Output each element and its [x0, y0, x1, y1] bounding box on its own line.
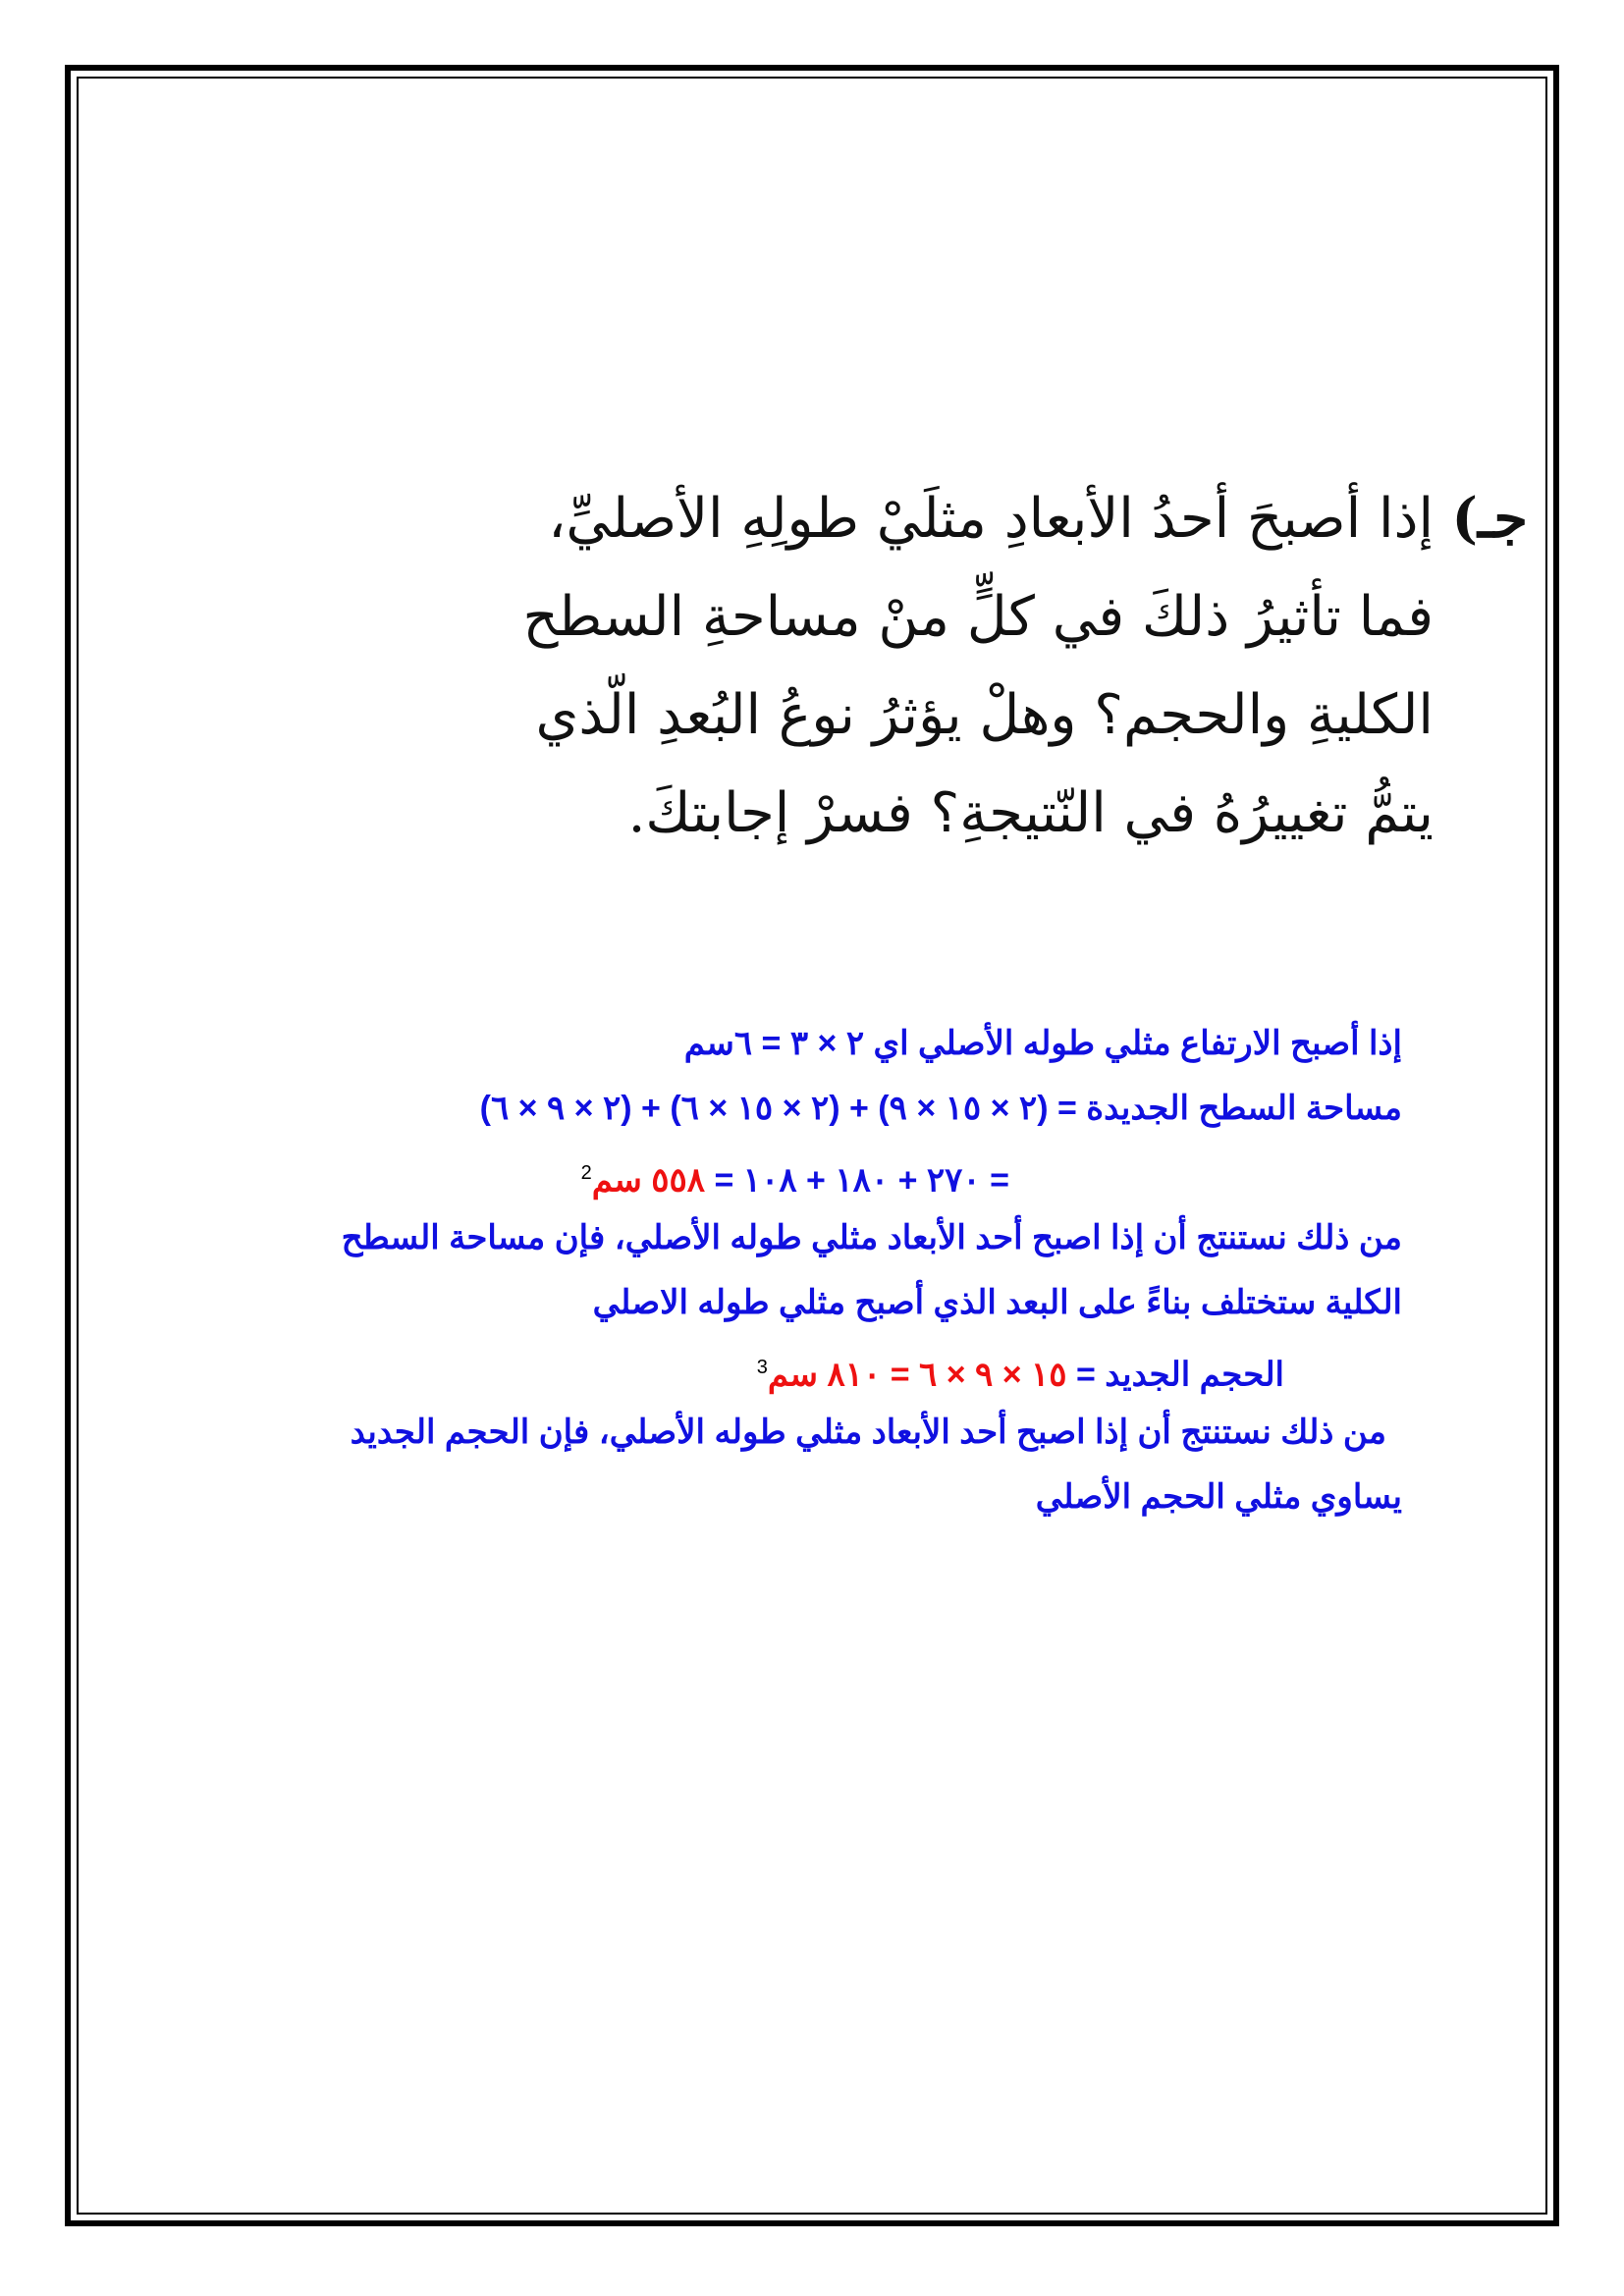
surface-total: ٥٥٨ سم [591, 1161, 706, 1200]
answer-volume-conclusion-1: من ذلك نستنتج أن إذا اصبح أحد الأبعاد مثلي طوله الأصلي، فإن الحجم الجديد [350, 1414, 1386, 1451]
answer-block [155, 1011, 1402, 1529]
answer-volume-line [155, 1335, 1402, 1400]
question-line-4: يتمُّ تغييرُهُ في النّتيجةِ؟ فسرْ إجابتكَ. [627, 781, 1434, 845]
question-line-3: الكليةِ والحجم؟ وهلْ يؤثرُ نوعُ البُعدِ الّذي [535, 683, 1434, 747]
answer-surface-conclusion-1: من ذلك نستنتج أن إذا اصبح أحد الأبعاد مثلي طوله الأصلي، فإن مساحة السطح [341, 1219, 1402, 1256]
answer-surface-conclusion-2: الكلية ستختلف بناءً على البعد الذي أصبح مثلي طوله الاصلي [592, 1284, 1402, 1321]
surface-sum: = ٢٧٠ + ١٨٠ + ١٠٨ = [705, 1161, 1009, 1200]
volume-result: ١٥ × ٩ × ٦ = ٨١٠ سم [767, 1356, 1067, 1394]
question-text-1: إذا أصبحَ أحدُ الأبعادِ مثلَيْ طولِهِ الأصليِّ، [548, 487, 1434, 551]
answer-height-line: إذا أصبح الارتفاع مثلي طوله الأصلي اي ٢ × ٣ = ٦سم [683, 1025, 1402, 1062]
volume-label: الحجم الجديد = [1066, 1356, 1284, 1394]
volume-unit-exponent: 3 [756, 1357, 768, 1378]
question-block [350, 469, 1528, 863]
surface-unit-exponent: 2 [580, 1162, 592, 1184]
answer-volume-conclusion-2: يساوي مثلي الحجم الأصلي [1035, 1478, 1402, 1516]
answer-surface-result [155, 1141, 1402, 1205]
question-line-2: فما تأثيرُ ذلكَ في كلٍّ منْ مساحةِ السطح [522, 585, 1434, 649]
question-line-1 [350, 469, 1528, 568]
question-marker: جـ) [1451, 486, 1528, 551]
answer-surface-formula: مساحة السطح الجديدة = (٢ × ١٥ × ٩) + (٢ × ١٥ × ٦) + (٢ × ٩ × ٦) [479, 1090, 1402, 1127]
